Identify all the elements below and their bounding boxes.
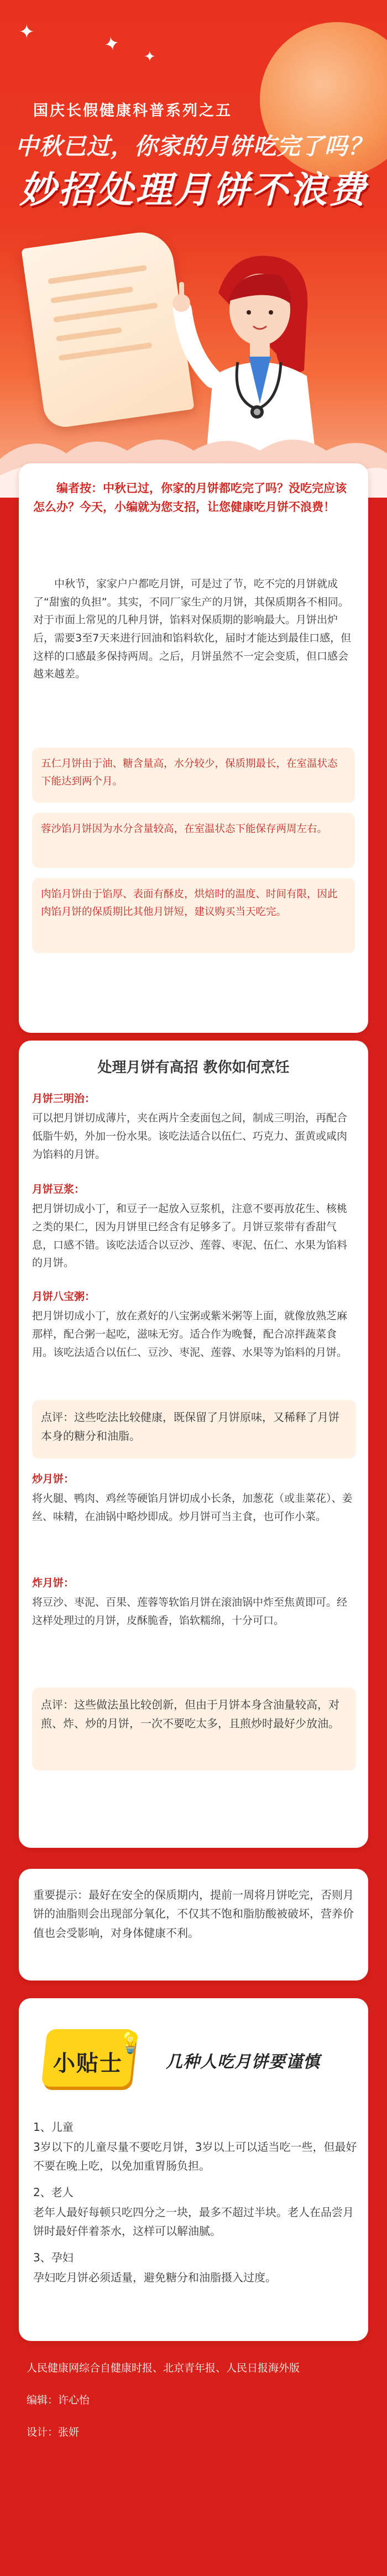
tip-body: 3岁以下的儿童尽量不要吃月饼，3岁以上可以适当吃一些，但最好不要在晚上吃，以免加重胃肠负担。	[33, 2140, 357, 2172]
editor-note: 编者按：中秋已过，你家的月饼都吃完了吗？没吃完应该怎么办？今天，小编就为您支招，让您健康吃月饼不浪费！	[33, 482, 347, 514]
method-deep-fry	[32, 1575, 356, 1630]
method-title: 炸月饼：	[32, 1577, 75, 1589]
method-title: 炒月饼：	[32, 1473, 75, 1485]
method-sandwich	[32, 1090, 356, 1163]
method-congee	[32, 1288, 356, 1361]
method-soymilk	[32, 1181, 356, 1272]
lightbulb-icon: 💡	[117, 2030, 144, 2055]
footer-design: 设计：张妍	[27, 2426, 80, 2438]
comment-healthy: 点评：这些吃法比较健康，既保留了月饼原味，又稀释了月饼本身的糖分和油脂。	[32, 1400, 356, 1459]
method-body: 把月饼切成小丁，放在煮好的八宝粥或紫米粥等上面，就像放熟芝麻那样，配合粥一起吃，滋味无穷。适合作为晚餐，配合凉拌蔬菜食用。该吃法适合以伍仁、豆沙、枣泥、莲蓉、水果等为馅料的月饼。	[32, 1310, 348, 1358]
bird-icon: ✦	[144, 49, 156, 65]
footer-source: 人民健康网综合自健康时报、北京青年报、人民日报海外版	[27, 2362, 300, 2374]
headline-line-2: 妙招处理月饼不浪费	[19, 169, 368, 211]
bird-icon: ✦	[19, 21, 35, 43]
intro-paragraph: 中秋节，家家户户都吃月饼，可是过了节，吃不完的月饼就成了“甜蜜的负担”。其实，不同厂家生产的月饼，其保质期各不相同。对于市面上常见的几种月饼，馅料对保质期的影响最大。月饼出炉后，需要3至7天来进行回油和馅料软化，届时才能达到最佳口感，但这样的口感最多保持两周。之后，月饼虽然不一定会变质，但口感会越来越差。	[33, 578, 352, 681]
section-title: 处理月饼有高招 教你如何烹饪	[97, 1059, 290, 1076]
headline-line-1: 中秋已过，你家的月饼吃完了吗？	[15, 133, 372, 160]
tip-body: 孕妇吃月饼必须适量，避免糖分和油脂摄入过度。	[33, 2271, 276, 2284]
tips-badge-label: 小贴士	[53, 2051, 123, 2076]
footer-editor: 编辑：许心怡	[27, 2394, 90, 2406]
tip-heading: 1、儿童	[33, 2120, 74, 2134]
tip-heading: 3、孕妇	[33, 2251, 74, 2264]
comment-creative: 点评：这些做法虽比较创新，但由于月饼本身含油量较高，对煎、炸、炒的月饼，一次不要吃太多，且煎炒时最好少放油。	[32, 1687, 356, 1770]
method-title: 月饼八宝粥：	[32, 1290, 96, 1303]
method-body: 可以把月饼切成薄片，夹在两片全麦面包之间，制成三明治，再配合低脂牛奶，外加一份水果。该吃法适合以伍仁、巧克力、蛋黄或咸肉为馅料的月饼。	[32, 1112, 348, 1161]
series-tag: 国庆长假健康科普系列之五	[33, 102, 232, 119]
method-title: 月饼三明治：	[32, 1093, 96, 1105]
tips-title: 几种人吃月饼要谨慎	[166, 2052, 320, 2072]
reminder-text: 重要提示：最好在安全的保质期内，提前一周将月饼吃完，否则月饼的油脂则会出现部分氧化，不仅其不饱和脂肪酸被破坏，营养价值也会受影响，对身体健康不利。	[33, 1888, 354, 1940]
method-body: 把月饼切成小丁，和豆子一起放入豆浆机，注意不要再放花生、核桃之类的果仁，因为月饼里已经含有足够多了。月饼豆浆带有香甜气息，口感不错。该吃法适合以豆沙、莲蓉、枣泥、伍仁、水果为馅料的月饼。	[32, 1203, 348, 1269]
info-box-meat: 肉馅月饼由于馅厚、表面有酥皮，烘焙时的温度、时间有限，因此肉馅月饼的保质期比其他月饼短，建议购买当天吃完。	[32, 878, 355, 953]
tip-body: 老年人最好每顿只吃四分之一块，最多不超过半块。老人在品尝月饼时最好伴着茶水，这样可以解油腻。	[33, 2206, 354, 2238]
method-body: 将豆沙、枣泥、百果、莲蓉等软馅月饼在滚油锅中炸至焦黄即可。经这样处理过的月饼，皮酥脆香，馅软糯绵，十分可口。	[32, 1596, 348, 1627]
method-stir-fry	[32, 1471, 356, 1526]
tip-heading: 2、老人	[33, 2186, 74, 2199]
info-box-wuren: 五仁月饼由于油、糖含量高，水分较少，保质期最长，在室温状态下能达到两个月。	[32, 748, 355, 803]
method-title: 月饼豆浆：	[32, 1183, 85, 1195]
bird-icon: ✦	[102, 32, 122, 57]
info-box-rongsha: 蓉沙馅月饼因为水分含量较高，在室温状态下能保存两周左右。	[32, 813, 355, 868]
hero-banner	[0, 0, 387, 498]
method-body: 将火腿、鸭肉、鸡丝等硬馅月饼切成小长条，加葱花（或韭菜花）、姜丝、味精，在油锅中略炒即成。炒月饼可当主食，也可作小菜。	[32, 1492, 353, 1523]
